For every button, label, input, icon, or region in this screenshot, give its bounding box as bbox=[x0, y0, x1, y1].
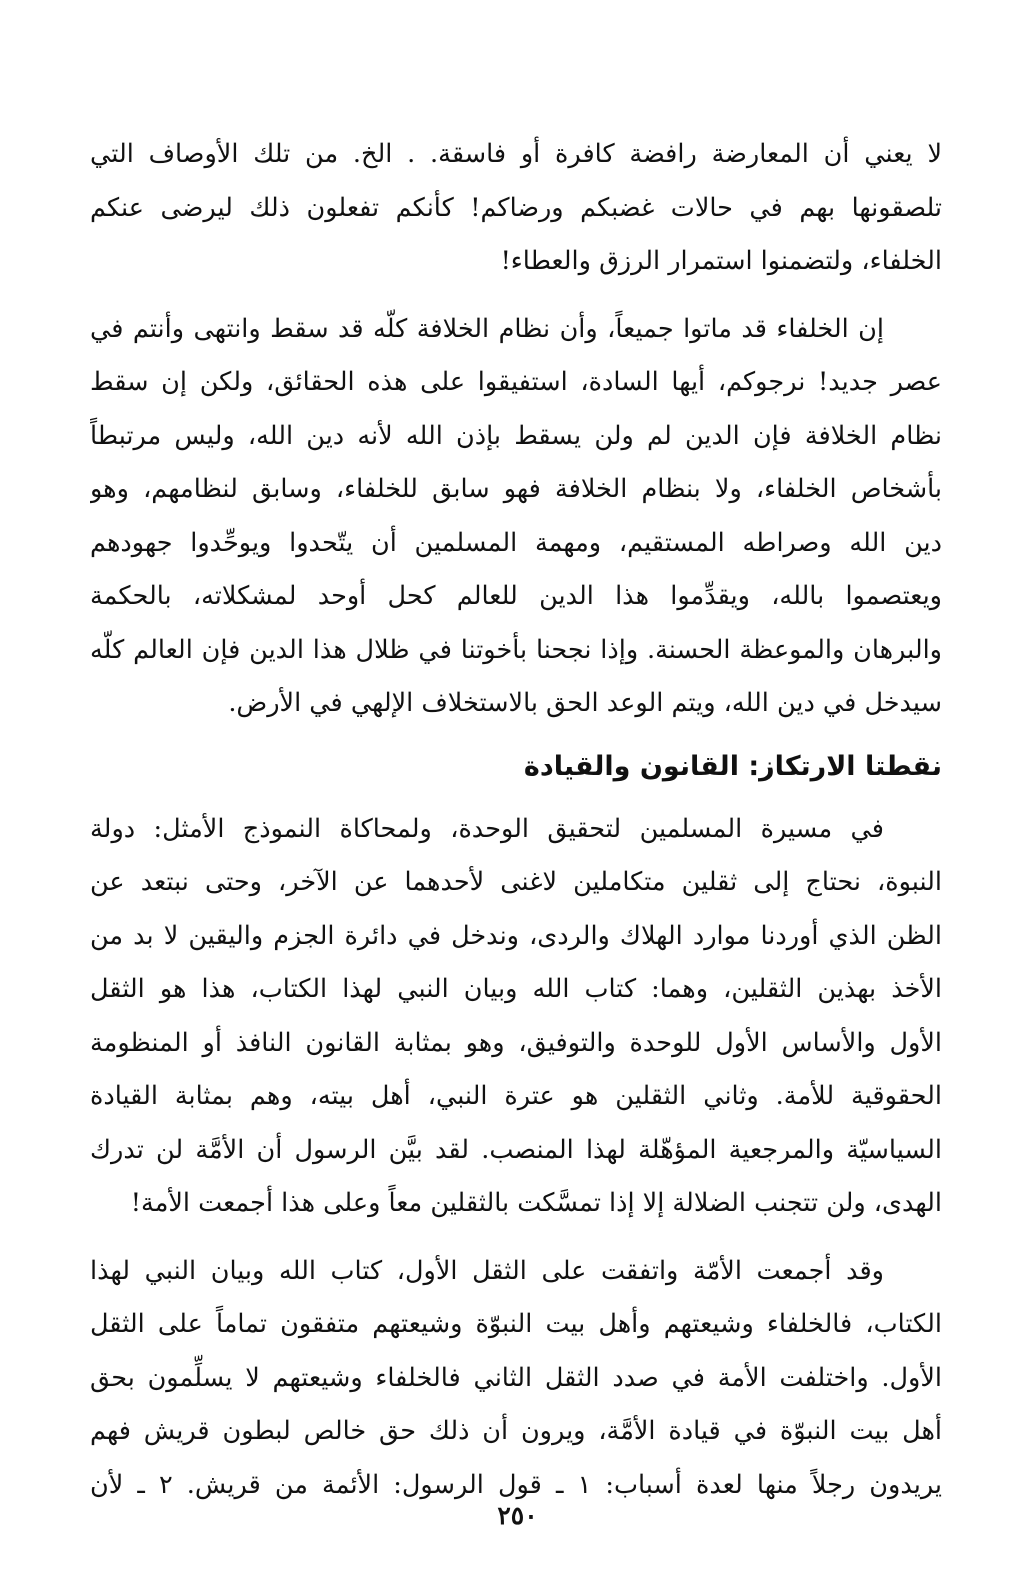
page-number: ٢٥٠ bbox=[497, 1501, 538, 1530]
text-line: الهدى، ولن تتجنب الضلالة إلا إذا تمسَّكت بالثقلين معاً وعلى هذا أجمعت الأمة! bbox=[130, 1188, 942, 1218]
text-line: سيدخل في دين الله، ويتم الوعد الحق بالاستخلاف الإلهي في الأرض. bbox=[228, 688, 942, 718]
text-line: النبوة، نحتاج إلى ثقلين متكاملين لاغنى لأحدهما عن الآخر، وحتى نبتعد عن bbox=[90, 867, 942, 897]
text-line: نظام الخلافة فإن الدين لم ولن يسقط بإذن الله لأنه دين الله، وليس مرتبطاً bbox=[90, 420, 942, 451]
paragraph-2 bbox=[90, 303, 942, 731]
text-line: عصر جديد! نرجوكم، أيها السادة، استفيقوا على هذه الحقائق، ولكن إن سقط bbox=[90, 367, 942, 397]
text-line: الأول والأساس الأول للوحدة والتوفيق، وهو بمثابة القانون النافذ أو المنظومة bbox=[90, 1027, 942, 1058]
text-line: الحقوقية للأمة. وثاني الثقلين هو عترة النبي، أهل بيته، وهم بمثابة القيادة bbox=[90, 1081, 942, 1111]
document-page bbox=[90, 128, 942, 1528]
paragraph-3 bbox=[90, 803, 942, 1231]
text-line: الظن الذي أوردنا موارد الهلاك والردى، وندخل في دائرة الجزم واليقين لا بد من bbox=[90, 920, 942, 951]
text-line: وقد أجمعت الأمّة واتفقت على الثقل الأول، كتاب الله وبيان النبي لهذا bbox=[90, 1255, 884, 1286]
text-line: في مسيرة المسلمين لتحقيق الوحدة، ولمحاكاة النموذج الأمثل: دولة bbox=[90, 813, 884, 844]
text-line: الخلفاء، ولتضمنوا استمرار الرزق والعطاء! bbox=[500, 246, 942, 276]
section-heading: نقطتا الارتكاز: القانون والقيادة bbox=[523, 750, 942, 782]
text-line: لا يعني أن المعارضة رافضة كافرة أو فاسقة. . الخ. من تلك الأوصاف التي bbox=[90, 139, 942, 169]
text-line: تلصقونها بهم في حالات غضبكم ورضاكم! كأنكم تفعلون ذلك ليرضى عنكم bbox=[90, 192, 942, 223]
text-line: الأول. واختلفت الأمة في صدد الثقل الثاني فالخلفاء وشيعتهم لا يسلِّمون بحق bbox=[90, 1362, 942, 1393]
text-line: يريدون رجلاً منها لعدة أسباب: ١ ـ قول الرسول: الأئمة من قريش. ٢ ـ لأن bbox=[90, 1469, 942, 1500]
text-line: ويعتصموا بالله، ويقدِّموا هذا الدين للعالم كحل أوحد لمشكلاته، بالحكمة bbox=[90, 581, 942, 611]
text-line: إن الخلفاء قد ماتوا جميعاً، وأن نظام الخلافة كلّه قد سقط وانتهى وأنتم في bbox=[90, 313, 884, 344]
text-line: دين الله وصراطه المستقيم، ومهمة المسلمين أن يتّحدوا ويوحِّدوا جهودهم bbox=[90, 527, 942, 558]
paragraph-4 bbox=[90, 1245, 942, 1513]
text-line: أهل بيت النبوّة في قيادة الأمَّة، ويرون أن ذلك حق خالص لبطون قريش فهم bbox=[90, 1416, 942, 1446]
text-line: السياسيّة والمرجعية المؤهّلة لهذا المنصب. لقد بيَّن الرسول أن الأمَّة لن تدرك bbox=[90, 1134, 942, 1165]
text-line: الكتاب، فالخلفاء وشيعتهم وأهل بيت النبوّة وشيعتهم متفقون تماماً على الثقل bbox=[90, 1309, 942, 1339]
text-line: والبرهان والموعظة الحسنة. وإذا نجحنا بأخوتنا في ظلال هذا الدين فإن العالم كلّه bbox=[90, 634, 942, 665]
text-line: بأشخاص الخلفاء، ولا بنظام الخلافة فهو سابق للخلفاء، وسابق لنظامهم، وهو bbox=[90, 474, 942, 504]
text-line: الأخذ بهذين الثقلين، وهما: كتاب الله وبيان النبي لهذا الكتاب، هذا هو الثقل bbox=[90, 974, 942, 1004]
paragraph-1 bbox=[90, 128, 942, 289]
